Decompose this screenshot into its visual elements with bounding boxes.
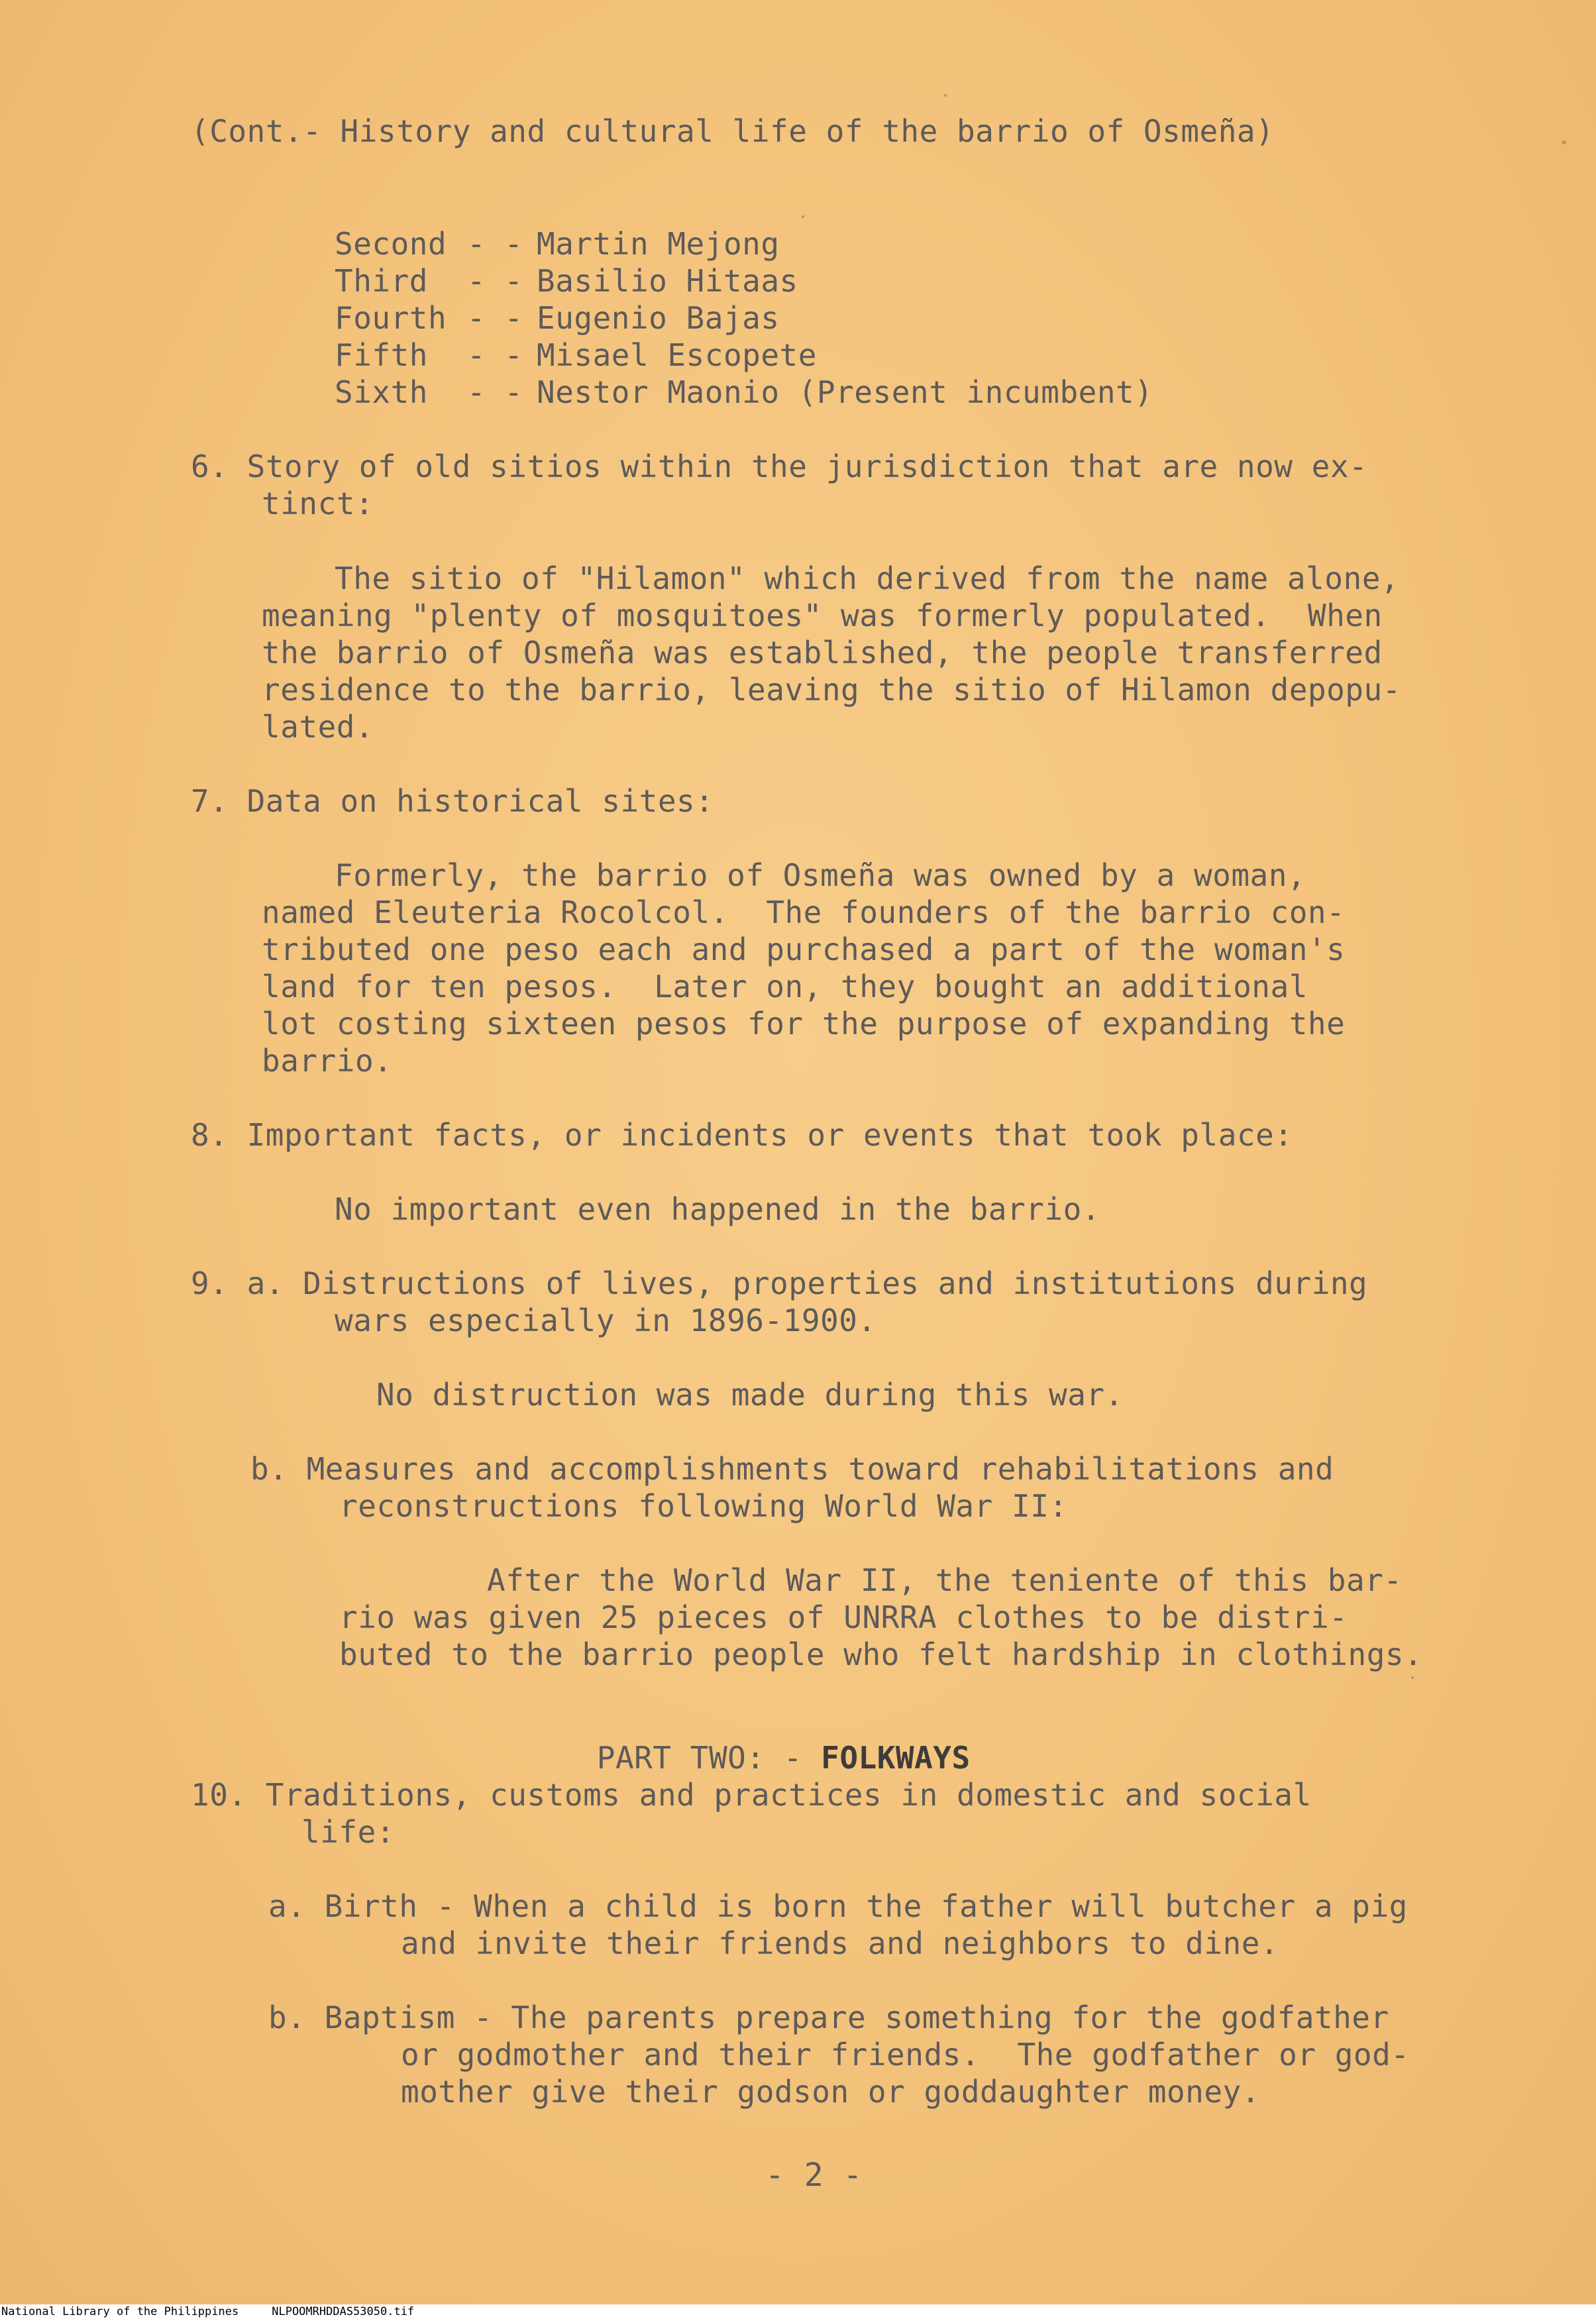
section-7-body-line: land for ten pesos. Later on, they bought an additional: [262, 969, 1308, 1004]
section-10b-line: b. Baptism - The parents prepare something for the godfather: [268, 2000, 1389, 2035]
teniente-list-dash: - -: [467, 337, 523, 373]
section-9b-body-line: rio was given 25 pieces of UNRRA clothes to be distri-: [339, 1599, 1348, 1635]
section-6-body-line: meaning "plenty of mosquitoes" was formerly populated. When: [262, 598, 1383, 633]
section-10b-line: or godmother and their friends. The godfather or god-: [401, 2037, 1410, 2073]
section-10-heading: 10. Traditions, customs and practices in domestic and social: [191, 1777, 1312, 1813]
section-7-body-line: lot costing sixteen pesos for the purpose of expanding the: [262, 1006, 1346, 1042]
section-9b-heading: b. Measures and accomplishments toward rehabilitations and: [250, 1451, 1334, 1487]
teniente-list-name: Eugenio Bajas: [537, 300, 780, 336]
paper-speck: [1411, 1676, 1414, 1679]
section-10a-line: a. Birth - When a child is born the father will butcher a pig: [268, 1888, 1408, 1924]
section-6-heading: 6. Story of old sitios within the jurisdiction that are now ex-: [191, 449, 1368, 484]
section-9b-body-line: buted to the barrio people who felt hardship in clothings.: [339, 1637, 1423, 1672]
section-8-heading: 8. Important facts, or incidents or events that took place:: [191, 1117, 1293, 1153]
teniente-list-dash: - -: [467, 263, 523, 299]
section-9a-body: No distruction was made during this war.: [376, 1377, 1124, 1413]
section-9b-body-line: After the World War II, the teniente of this bar-: [487, 1562, 1403, 1598]
teniente-list-ordinal: Second: [335, 226, 447, 262]
section-10a-line: and invite their friends and neighbors to dine.: [401, 1925, 1279, 1961]
teniente-list-name: Basilio Hitaas: [537, 263, 798, 299]
teniente-list-ordinal: Fourth: [335, 300, 447, 336]
teniente-list-dash: - -: [467, 374, 523, 410]
section-6-body-line: lated.: [262, 709, 374, 745]
paper-speck: [944, 94, 947, 97]
teniente-list-name: Martin Mejong: [537, 226, 780, 262]
footer-library: National Library of the Philippines: [1, 2305, 239, 2318]
teniente-list-ordinal: Third: [335, 263, 428, 299]
section-10b-line: mother give their godson or goddaughter money.: [401, 2074, 1260, 2110]
teniente-list-name: Misael Escopete: [537, 337, 817, 373]
section-9a-heading-cont: wars especially in 1896-1900.: [335, 1303, 877, 1338]
section-7-heading: 7. Data on historical sites:: [191, 783, 714, 819]
scan-footer: [0, 2304, 1596, 2319]
section-8-body: No important even happened in the barrio.: [335, 1191, 1100, 1227]
section-10-heading-cont: life:: [301, 1814, 395, 1850]
section-7-body-line: Formerly, the barrio of Osmeña was owned by a woman,: [335, 857, 1306, 893]
section-6-body-line: residence to the barrio, leaving the sitio of Hilamon depopu-: [262, 672, 1401, 708]
teniente-list-ordinal: Sixth: [335, 374, 428, 410]
section-7-body-line: tributed one peso each and purchased a part of the woman's: [262, 932, 1346, 967]
section-6-body-line: the barrio of Osmeña was established, the people transferred: [262, 635, 1383, 671]
teniente-list-dash: - -: [467, 300, 523, 336]
paper-speck: [1562, 140, 1566, 144]
paper-speck: [802, 215, 804, 218]
section-6-heading-cont: tinct:: [262, 486, 374, 521]
section-9b-heading-cont: reconstructions following World War II:: [339, 1488, 1068, 1524]
teniente-list-ordinal: Fifth: [335, 337, 428, 373]
section-9a-heading: 9. a. Distructions of lives, properties and institutions during: [191, 1266, 1368, 1301]
part-two-prefix: PART TWO: -: [596, 1740, 822, 1776]
teniente-list-dash: - -: [467, 226, 523, 262]
page-number: - 2 -: [765, 2157, 863, 2194]
section-7-body-line: named Eleuteria Rocolcol. The founders of the barrio con-: [262, 894, 1346, 930]
section-7-body-line: barrio.: [262, 1043, 393, 1079]
footer-file: NLPOOMRHDDAS53050.tif: [272, 2305, 415, 2318]
teniente-list-name: Nestor Maonio (Present incumbent): [537, 374, 1153, 410]
part-two-title: FOLKWAYS: [821, 1740, 971, 1776]
section-6-body-line: The sitio of "Hilamon" which derived from the name alone,: [335, 561, 1400, 596]
document-header: (Cont.- History and cultural life of the barrio of Osmeña): [191, 113, 1275, 149]
